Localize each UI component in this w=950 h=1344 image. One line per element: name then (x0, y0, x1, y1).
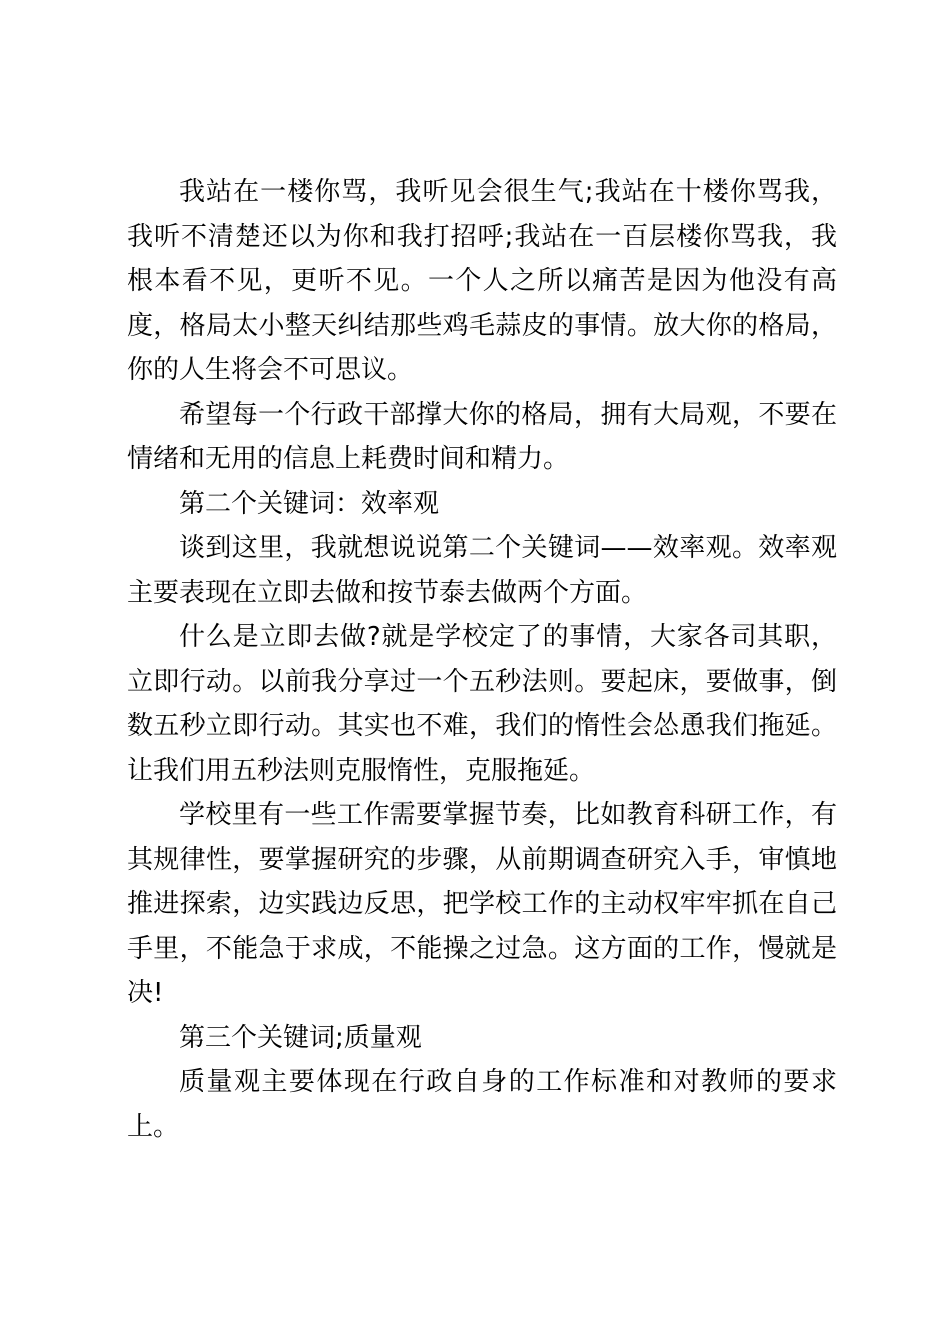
heading-keyword-three: 第三个关键词;质量观 (179, 1022, 422, 1053)
paragraph-quality: 质量观主要体现在行政自身的工作标准和对教师的要求上。 (127, 1067, 837, 1142)
paragraph-efficiency-intro: 谈到这里，我就想说说第二个关键词——效率观。效率观主要表现在立即去做和按节泰去做两个方面。 (127, 533, 837, 608)
paragraph-perspective: 我站在一楼你骂，我听见会很生气;我站在十楼你骂我，我听不清楚还以为你和我打招呼;我站在一百层楼你骂我，我根本看不见，更听不见。一个人之所以痛苦是因为他没有高度，格局太小整天纠结那些鸡毛蒜皮的事情。放大你的格局，你的人生将会不可思议。 (127, 177, 837, 385)
heading-keyword-two: 第二个关键词：效率观 (179, 488, 440, 519)
paragraph-act-now: 什么是立即去做?就是学校定了的事情，大家各司其职，立即行动。以前我分享过一个五秒法则。要起床，要做事，倒数五秒立即行动。其实也不难，我们的惰性会怂恿我们拖延。让我们用五秒法则克服惰性，克服拖延。 (127, 622, 837, 786)
paragraph-hope: 希望每一个行政干部撑大你的格局，拥有大局观，不要在情绪和无用的信息上耗费时间和精力。 (127, 399, 837, 474)
paragraph-rhythm: 学校里有一些工作需要掌握节奏，比如教育科研工作，有其规律性，要掌握研究的步骤，从前期调查研究入手，审慎地推进探索，边实践边反思，把学校工作的主动权牢牢抓在自己手里，不能急于求成，不能操之过急。这方面的工作，慢就是决! (127, 800, 837, 1008)
document-body (127, 170, 837, 1149)
